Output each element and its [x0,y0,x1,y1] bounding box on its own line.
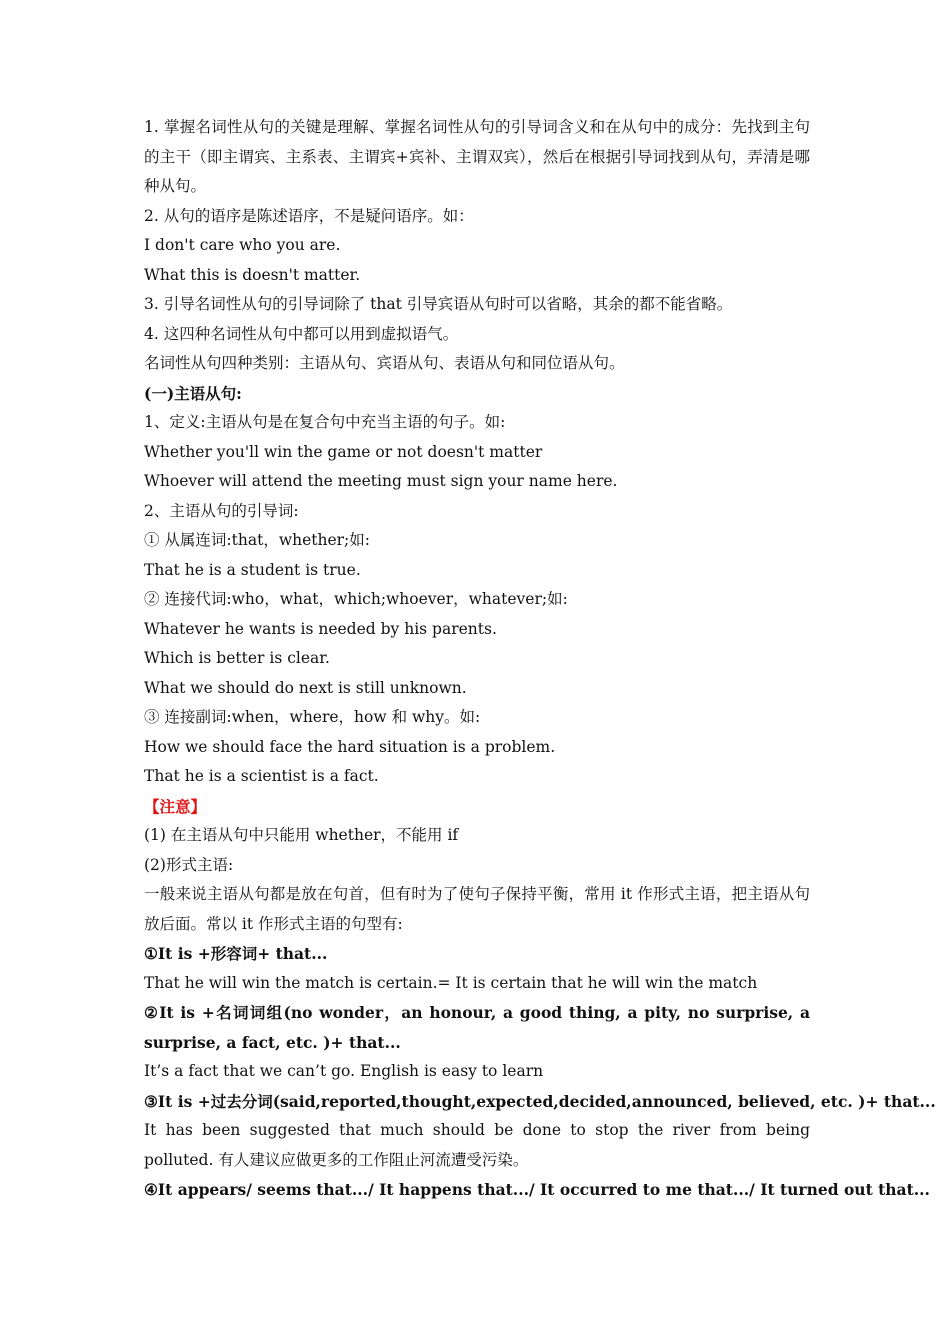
connective-item-2: ② 连接代词:who，what，which;whoever，whatever;如: [144,590,568,608]
example-sentence: Whoever will attend the meeting must sign your name here. [144,472,618,490]
paragraph-categories: 名词性从句四种类别：主语从句、宾语从句、表语从句和同位语从句。 [144,354,625,372]
definition-line: 1、定义:主语从句是在复合句中充当主语的句子。如: [144,413,506,431]
example-sentence: How we should face the hard situation is a problem. [144,737,556,756]
connective-item-3: ③ 连接副词:when，where，how 和 why。如: [144,708,481,726]
example-sentence: What this is doesn't matter. [144,265,361,284]
example-sentence: That he is a scientist is a fact. [144,767,379,785]
formal-subject-explanation: 一般来说主语从句都是放在句首，但有时为了使句子保持平衡，常用 it 作形式主语，把主语从句放后面。常以 it 作形式主语的句型有: [144,885,810,933]
example-sentence: Whether you'll win the game or not doesn't matter [144,442,543,461]
pattern-2: ②It is +名词词组(no wonder，an honour, a good thing, a pity, no surprise, a surprise, a fact, etc. )+ that... [144,1003,810,1052]
example-sentence: It’s a fact that we can’t go. English is easy to learn [144,1062,544,1080]
example-sentence: That he will win the match is certain.= It is certain that he will win the match [144,973,758,992]
example-sentence: I don't care who you are. [144,236,341,254]
note-item-1: (1) 在主语从句中只能用 whether，不能用 if [144,826,459,844]
example-sentence: Which is better is clear. [144,649,330,667]
pattern-1: ①It is +形容词+ that... [144,944,328,963]
pattern-3: ③It is +过去分词(said,reported,thought,expected,decided,announced, believed, etc. )+ that... [144,1091,936,1111]
note-item-2: (2)形式主语: [144,855,234,874]
example-sentence: That he is a student is true. [144,560,361,579]
note-heading: 【注意】 [144,796,207,816]
example-sentence: Whatever he wants is needed by his parents. [144,619,497,638]
paragraph-point-3: 3. 引导名词性从句的引导词除了 that 引导宾语从句时可以省略，其余的都不能省略。 [144,295,733,313]
paragraph-point-2: 2. 从句的语序是陈述语序，不是疑问语序。如： [144,206,474,225]
section-heading-subject-clause: (一)主语从句: [144,383,242,403]
example-sentence: It has been suggested that much should be done to stop the river from being polluted. 有人建议应做更多的工作阻止河流遭受污染。 [144,1121,810,1169]
paragraph-point-1: 1. 掌握名词性从句的关键是理解、掌握名词性从句的引导词含义和在从句中的成分：先找到主句的主干（即主谓宾、主系表、主谓宾+宾补、主谓双宾），然后在根据引导词找到从句，弄清是哪种从句。 [144,118,810,195]
example-sentence: What we should do next is still unknown. [144,678,467,697]
subheading-connectives: 2、主语从句的引导词: [144,501,299,520]
pattern-4: ④It appears/ seems that.../ It happens that.../ It occurred to me that.../ It turned out that... [144,1180,930,1199]
document-body [144,113,936,1205]
connective-item-1: ① 从属连词:that，whether;如: [144,531,370,549]
paragraph-point-4: 4. 这四种名词性从句中都可以用到虚拟语气。 [144,324,459,343]
